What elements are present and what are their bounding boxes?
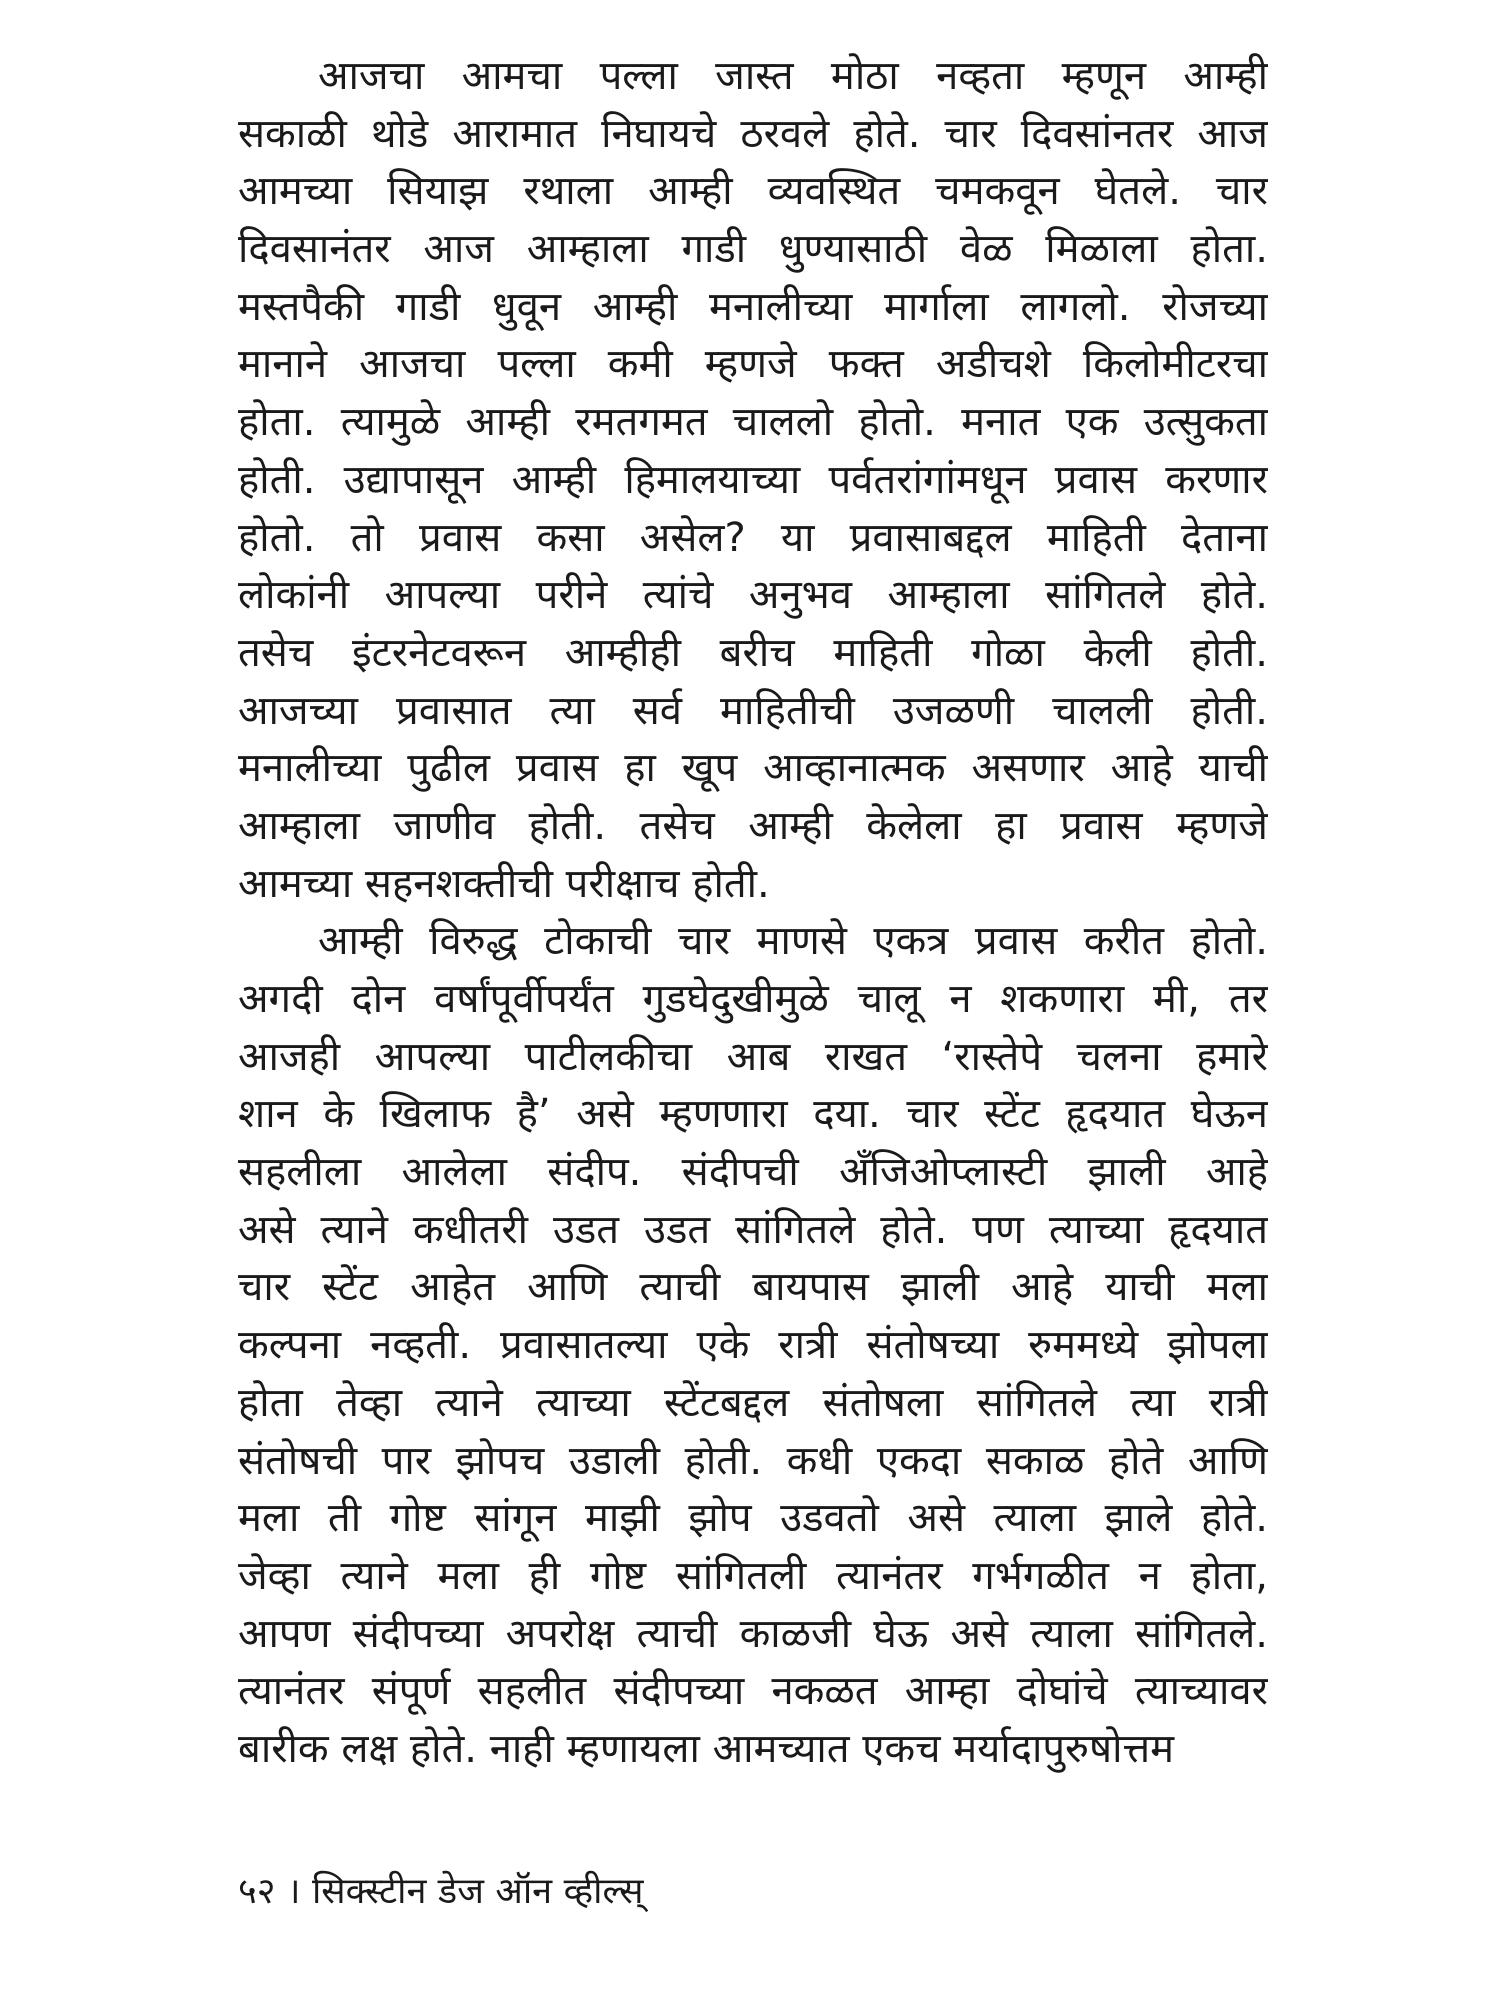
text-line: होता. त्यामुळे आम्ही रमतगमत चाललो होतो. मनात एक उत्सुकता	[238, 399, 1268, 446]
page-footer: ५२ । सिक्स्टीन डेज ऑन व्हील्स्	[238, 1871, 644, 1912]
text-line: जेव्हा त्याने मला ही गोष्ट सांगितली त्यानंतर गर्भगळीत न होता,	[238, 1552, 1268, 1599]
text-line: अगदी दोन वर्षांपूर्वीपर्यंत गुडघेदुखीमुळे चालू न शकणारा मी, तर	[238, 976, 1268, 1022]
text-line: दिवसानंतर आज आम्हाला गाडी धुण्यासाठी वेळ मिळाला होता.	[238, 226, 1268, 273]
text-line: सकाळी थोडे आरामात निघायचे ठरवले होते. चार दिवसांनतर आज	[238, 110, 1268, 157]
text-line: आजचा आमचा पल्ला जास्त मोठा नव्हता म्हणून आम्ही	[318, 53, 1268, 99]
text-line: आमच्या सहनशक्तीची परीक्षाच होती.	[238, 860, 770, 907]
text-line: आमच्या सियाझ रथाला आम्ही व्यवस्थित चमकवून घेतले. चार	[238, 168, 1268, 215]
text-line: आम्हाला जाणीव होती. तसेच आम्ही केलेला हा प्रवास म्हणजे	[238, 802, 1268, 849]
text-line: मानाने आजचा पल्ला कमी म्हणजे फक्त अडीचशे किलोमीटरचा	[238, 341, 1268, 388]
body-text	[238, 48, 1268, 1779]
text-line: कल्पना नव्हती. प्रवासातल्या एके रात्री संतोषच्या रुममध्ये झोपला	[238, 1322, 1268, 1369]
text-line: त्यानंतर संपूर्ण सहलीत संदीपच्या नकळत आम्हा दोघांचे त्याच्यावर	[238, 1668, 1268, 1715]
text-line: आजही आपल्या पाटीलकीचा आब राखत ‘रास्तेपे चलना हमारे	[238, 1033, 1268, 1080]
text-line: होता तेव्हा त्याने त्याच्या स्टेंटबद्दल संतोषला सांगितले त्या रात्री	[238, 1379, 1268, 1426]
text-line: मनालीच्या पुढील प्रवास हा खूप आव्हानात्मक असणार आहे याची	[238, 745, 1268, 792]
text-line: संतोषची पार झोपच उडाली होती. कधी एकदा सकाळ होते आणि	[238, 1437, 1268, 1484]
text-line: असे त्याने कधीतरी उडत उडत सांगितले होते. पण त्याच्या हृदयात	[238, 1206, 1268, 1253]
text-line: मला ती गोष्ट सांगून माझी झोप उडवतो असे त्याला झाले होते.	[238, 1495, 1268, 1542]
text-line: होती. उद्यापासून आम्ही हिमालयाच्या पर्वतरांगांमधून प्रवास करणार	[238, 456, 1268, 503]
text-line: आपण संदीपच्या अपरोक्ष त्याची काळजी घेऊ असे त्याला सांगितले.	[238, 1610, 1268, 1657]
text-line: मस्तपैकी गाडी धुवून आम्ही मनालीच्या मार्गाला लागलो. रोजच्या	[238, 283, 1268, 330]
text-line: चार स्टेंट आहेत आणि त्याची बायपास झाली आहे याची मला	[238, 1264, 1268, 1311]
text-line: शान के खिलाफ है’ असे म्हणणारा दया. चार स्टेंट हृदयात घेऊन	[238, 1091, 1268, 1138]
paragraph-2	[238, 913, 1268, 1778]
text-line: आम्ही विरुद्ध टोकाची चार माणसे एकत्र प्रवास करीत होतो.	[318, 918, 1268, 965]
text-line: सहलीला आलेला संदीप. संदीपची अँजिओप्लास्टी झाली आहे	[238, 1149, 1268, 1196]
text-line: तसेच इंटरनेटवरून आम्हीही बरीच माहिती गोळा केली होती.	[238, 629, 1268, 676]
paragraph-1	[238, 48, 1268, 913]
text-line: होतो. तो प्रवास कसा असेल? या प्रवासाबद्दल माहिती देताना	[238, 514, 1268, 561]
text-line: बारीक लक्ष होते. नाही म्हणायला आमच्यात एकच मर्यादापुरुषोत्तम	[238, 1725, 1174, 1772]
text-line: लोकांनी आपल्या परीने त्यांचे अनुभव आम्हाला सांगितले होते.	[238, 572, 1268, 619]
text-line: आजच्या प्रवासात त्या सर्व माहितीची उजळणी चालली होती.	[238, 687, 1268, 734]
